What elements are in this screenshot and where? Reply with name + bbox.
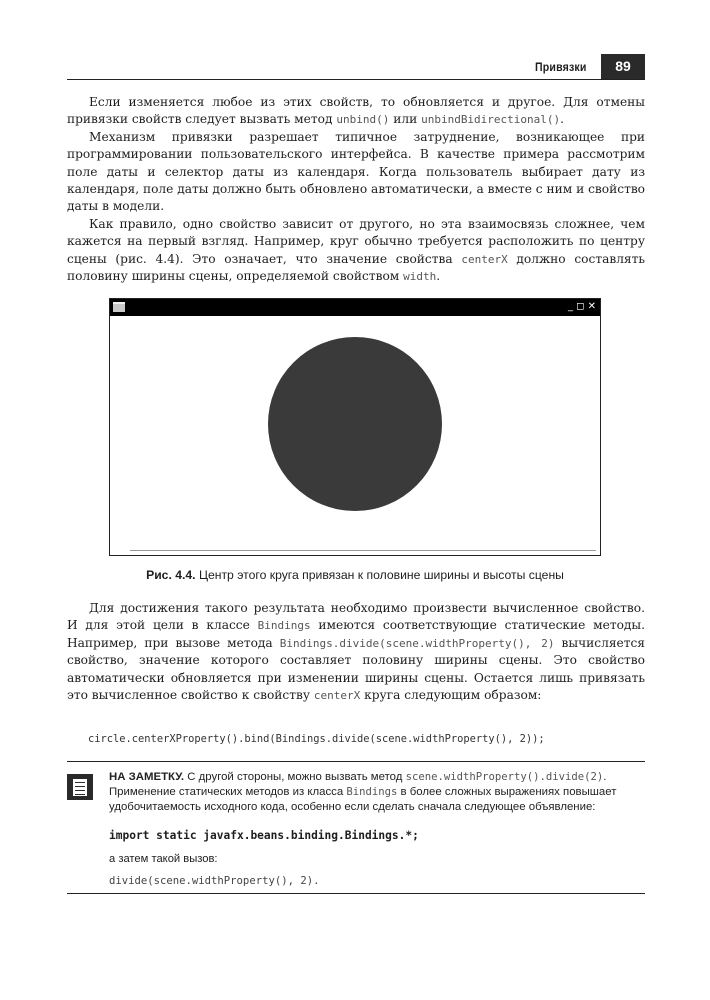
paragraph-2: Механизм привязки разрешает типичное затруднение, возникающее при программировании пользовательского интерфейса. В качестве примера рассмотрим поле даты и селектор даты из календаря. Когда пользователь выбирает дату из календаря, поле даты должно быть обновлено автоматически, а вместе с ним и свойство даты в модели.: [67, 129, 646, 214]
note-box: [67, 761, 645, 894]
note-import-line: import static javafx.beans.binding.Bindings.*;: [109, 829, 419, 842]
paragraph-1: Если изменяется любое из этих свойств, то обновляется и другое. Для отмены привязки свойств следует вызвать метод unbind() или unbindBidirectional().: [67, 95, 645, 127]
note-call-line: divide(scene.widthProperty(), 2).: [109, 875, 320, 887]
window-controls: _ ◻ ✕: [567, 301, 596, 312]
figure-window: [109, 298, 601, 556]
figure-caption-text: Центр этого круга привязан к половине ширины и высоты сцены: [195, 568, 564, 582]
note-label: НА ЗАМЕТКУ.: [109, 771, 185, 783]
figure-caption-label: Рис. 4.4.: [146, 568, 196, 582]
page-number: 89: [601, 54, 645, 79]
header-rule: [67, 79, 645, 80]
figure-caption: [0, 568, 710, 582]
centered-circle: [268, 337, 442, 511]
text-block-top: [67, 94, 645, 285]
window-app-icon: [113, 302, 125, 312]
text-block-mid: [67, 600, 645, 704]
window-bottom-rule: [130, 550, 596, 551]
note-then-text: а затем такой вызов:: [109, 853, 218, 865]
section-title: Привязки: [535, 60, 587, 74]
note-icon: [67, 774, 93, 800]
code-line: circle.centerXProperty().bind(Bindings.divide(scene.widthProperty(), 2));: [88, 733, 545, 745]
paragraph-4: Для достижения такого результата необходимо произвести вычисленное свойство. И для этой цели в классе Bindings имеются соответствующие статические методы. Например, при вызове метода Bindings.divide(scene.widthProperty(), 2) вычисляется свойство, значение которого составляет половину ширины сцены. Это свойство автоматически обновляется при изменении ширины сцены. Остается лишь привязать это вычисленное свойство к свойству centerX круга следующим образом:: [67, 601, 645, 703]
paragraph-3: Как правило, одно свойство зависит от другого, но эта взаимосвязь сложнее, чем кажется на первый взгляд. Например, круг обычно требуется расположить по центру сцены (рис. 4.4). Это означает, что значение свойства centerX должно составлять половину ширины сцены, определяемой свойством width.: [67, 216, 645, 284]
running-header: [67, 54, 645, 80]
window-titlebar: [110, 299, 600, 316]
note-text: НА ЗАМЕТКУ. С другой стороны, можно вызвать метод scene.widthProperty().divide(2). Применение статических методов из класса Bindings в более сложных выражениях повышает удобочитаемость исходного кода, особенно если сделать сначала следующее объявление:: [109, 771, 617, 814]
